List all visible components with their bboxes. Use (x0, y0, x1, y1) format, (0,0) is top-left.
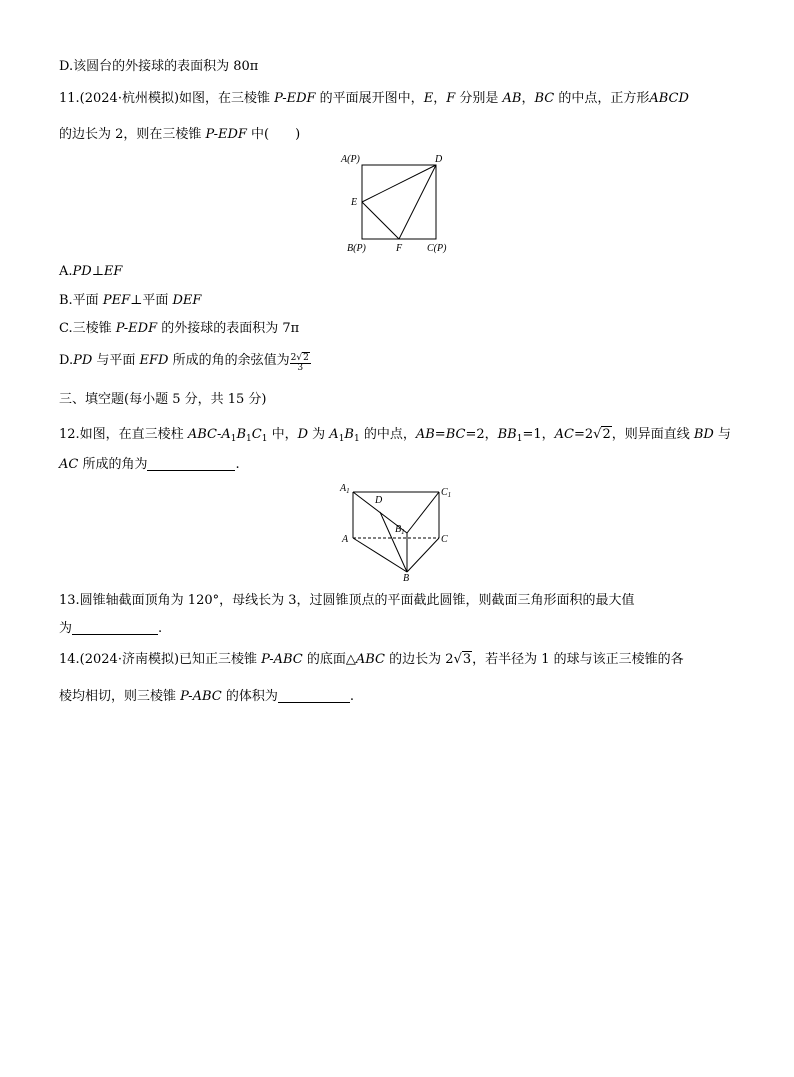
q13-answer-blank[interactable] (72, 620, 158, 635)
q11-option-d: D.PD 与平面 EFD 所成的角的余弦值为 $\frac{2√2}{3}$ (59, 353, 309, 373)
label-b1: $B_1$ (395, 524, 405, 536)
label-d: D (375, 495, 383, 506)
q11-stem-line2: 的边长为 2，则在三棱锥 P-EDF 中( ) (59, 127, 301, 142)
q13-stem-line1: 13.圆锥轴截面顶角为 120°，母线长为 3，过圆锥顶点的平面截此圆锥，则截面三角形面积的最大值 (59, 593, 635, 608)
q13-stem-line2: 为 . (59, 621, 163, 636)
fraction-2sqrt2-over-3: $\frac{2√2}{3}$ (290, 353, 309, 373)
q10-option-d: D.该圆台的外接球的表面积为 80π (59, 59, 259, 74)
section3-title: 三、填空题(每小题 5 分，共 15 分) (59, 392, 267, 407)
q12-figure-prism (335, 480, 460, 584)
q14-stem-line2: 棱均相切，则三棱锥 P-ABC 的体积为 . (59, 689, 354, 704)
edge-b1-c1 (407, 492, 439, 533)
label-c: C (441, 534, 448, 545)
label-c1: $C_1$ (441, 487, 452, 499)
q14-answer-blank[interactable] (278, 688, 350, 703)
square-abcd (362, 165, 436, 239)
label-d: D (435, 154, 443, 165)
q11-option-c: C.三棱锥 P-EDF 的外接球的表面积为 7π (59, 321, 300, 336)
segment-fd (399, 165, 436, 239)
q11-option-a: A.PD⊥EF (59, 264, 123, 279)
label-f: F (396, 243, 403, 254)
label-a: A(P) (341, 154, 360, 165)
q11-figure-square (335, 150, 460, 258)
segment-ef (362, 202, 399, 239)
edge-b-c (407, 538, 439, 572)
q12-stem-line1: 12.如图，在直三棱柱 ABC-$A_1B_1C_1$ 中，D 为 $A_1B_1$ 的中点，AB=BC=2，$BB_1=1$，AC=2√2，则异面直线 BD 与 (59, 427, 731, 444)
q14-stem-line1: 14.(2024·济南模拟)已知正三棱锥 P-ABC 的底面△ABC 的边长为 2√3，若半径为 1 的球与该正三棱锥的各 (59, 652, 684, 667)
label-a1: $A_1$ (340, 483, 350, 495)
label-b: B(P) (347, 243, 366, 254)
q12-answer-blank[interactable] (147, 456, 235, 471)
q11-stem-line1: 11.(2024·杭州模拟)如图，在三棱锥 P-EDF 的平面展开图中，E，F 分别是 AB，BC 的中点，正方形ABCD (59, 91, 689, 106)
label-e: E (351, 197, 358, 208)
label-b: B (403, 573, 410, 584)
label-c: C(P) (427, 243, 447, 254)
label-a: A (342, 534, 349, 545)
q12-stem-line2: AC 所成的角为 . (59, 457, 240, 472)
q11-option-b: B.平面 PEF⊥平面 DEF (59, 293, 202, 308)
segment-ed (362, 165, 436, 202)
